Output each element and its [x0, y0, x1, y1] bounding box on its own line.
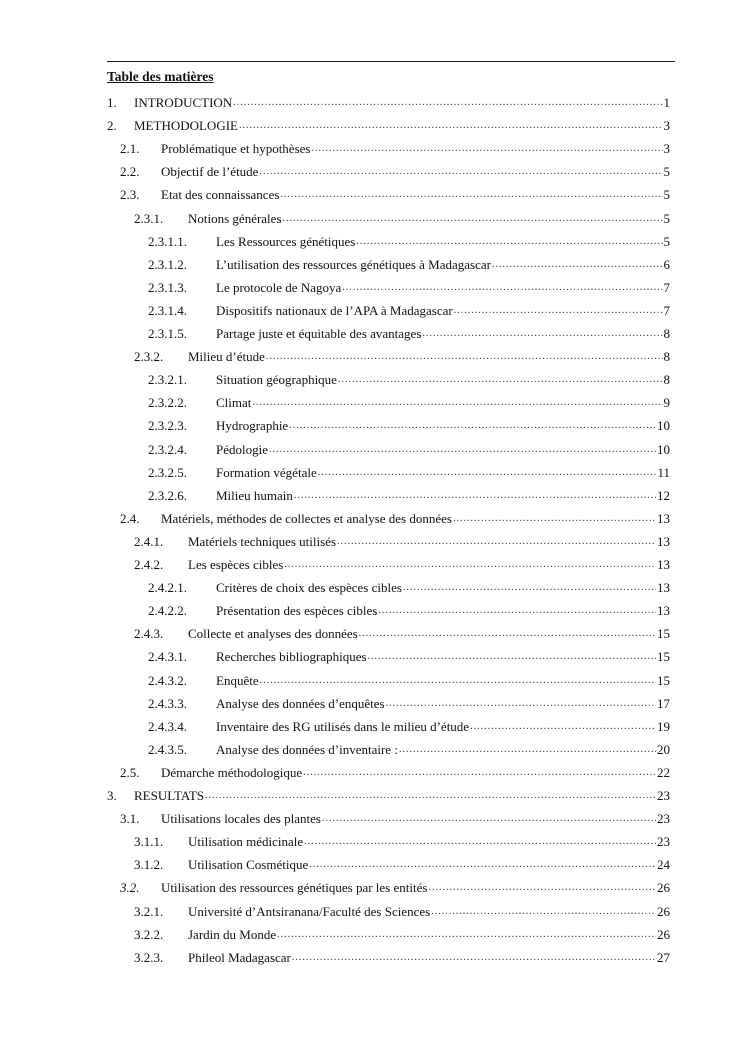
dot-leader [205, 787, 656, 805]
toc-entry-number: 2.3.1.4. [148, 302, 187, 318]
dot-leader [338, 371, 663, 389]
toc-entry-text [216, 233, 670, 251]
toc-entry-number: 3.1.1. [134, 834, 164, 850]
toc-entry-number: 2.3.1.3. [148, 279, 187, 295]
toc-entry-number: 2.1. [120, 141, 140, 157]
toc-entry-page: 6 [663, 256, 670, 272]
toc-entry-number: 3. [107, 788, 117, 803]
dot-leader [386, 695, 656, 713]
toc-entry[interactable] [120, 879, 670, 897]
toc-entry-number: 3.1. [120, 811, 140, 827]
toc-entry-number: 2.3.1.1. [148, 233, 187, 249]
toc-entry-label: Pédologie [216, 441, 268, 457]
dot-leader [356, 233, 662, 251]
toc-entry-text [188, 856, 670, 874]
toc-entry[interactable] [134, 533, 670, 551]
toc-entry-number: 2. [107, 118, 117, 134]
toc-entry[interactable] [134, 926, 670, 944]
toc-entry-label: Utilisation médicinale [188, 834, 304, 850]
toc-entry-label: Inventaire des RG utilisés dans le milieu d’étude [216, 718, 470, 734]
toc-entry[interactable] [134, 903, 670, 921]
toc-entry-label: Matériels, méthodes de collectes et analyse des données [161, 510, 452, 526]
toc-entry-text [188, 210, 670, 228]
dot-leader [277, 926, 656, 944]
toc-entry[interactable] [107, 94, 670, 112]
toc-entry-text [188, 949, 670, 967]
toc-entry-text [188, 556, 670, 574]
toc-entry-text [188, 625, 670, 643]
toc-entry-label: Les espèces cibles [188, 557, 284, 572]
dot-leader [280, 186, 662, 204]
dot-leader [284, 556, 656, 574]
toc-entry-page: 1 [663, 95, 670, 110]
toc-entry-page: 17 [657, 695, 670, 711]
toc-entry-number: 2.4.3. [134, 626, 164, 642]
toc-entry[interactable] [148, 718, 670, 736]
toc-entry-page: 15 [657, 649, 670, 665]
toc-entry-label: Etat des connaissances [161, 187, 280, 203]
toc-entry-number: 2.3. [120, 187, 140, 203]
toc-entry-number: 2.4.3.1. [148, 649, 187, 665]
toc-entry-label: Enquête [216, 672, 259, 688]
toc-entry-label: METHODOLOGIE [134, 118, 238, 134]
header-rule [107, 61, 675, 62]
toc-entry-text [216, 302, 670, 320]
toc-entry-number: 2.3.2.5. [148, 464, 187, 480]
toc-entry-page: 23 [657, 811, 670, 827]
toc-entry-label: Analyse des données d’inventaire : [216, 741, 398, 757]
toc-entry-number: 2.4.3.4. [148, 718, 187, 734]
toc-entry-page: 26 [657, 880, 670, 896]
toc-entry-text [134, 117, 670, 135]
toc-entry-number: 1. [107, 95, 117, 110]
toc-entry[interactable] [134, 556, 670, 574]
dot-leader [252, 394, 662, 412]
toc-entry[interactable] [148, 602, 670, 620]
toc-entry-number: 2.3.2.2. [148, 395, 187, 411]
dot-leader [292, 949, 656, 967]
toc-entry-label: Démarche méthodologique [161, 764, 303, 780]
toc-entry-page: 23 [657, 834, 670, 850]
dot-leader [303, 764, 656, 782]
toc-entry[interactable] [134, 348, 670, 366]
toc-entry-label: Le protocole de Nagoya [216, 279, 342, 295]
toc-entry-page: 23 [657, 788, 670, 803]
toc-entry-label: Formation végétale [216, 464, 317, 480]
toc-title: Table des matières [107, 69, 214, 84]
dot-leader [322, 810, 656, 828]
dot-leader [266, 348, 663, 366]
dot-leader [378, 602, 656, 620]
toc-entry-text [216, 417, 670, 435]
toc-entry[interactable] [148, 417, 670, 435]
toc-entry[interactable] [148, 394, 670, 412]
toc-entry-label: Climat [216, 395, 252, 411]
toc-entry-number: 3.2.2. [134, 926, 164, 942]
toc-entry-label: Recherches bibliographiques [216, 649, 367, 665]
toc-entry-label: Université d’Antsiranana/Faculté des Sciences [188, 903, 431, 919]
toc-entry-page: 5 [663, 233, 670, 249]
toc-entry-number: 2.3.2.3. [148, 418, 187, 434]
toc-entry-page: 15 [657, 626, 670, 642]
toc-entry-text [216, 464, 670, 482]
toc-entry-label: INTRODUCTION [134, 95, 233, 110]
dot-leader [422, 325, 662, 343]
toc-entry-text [188, 348, 670, 366]
toc-entry[interactable] [134, 833, 670, 851]
toc-entry-label: Présentation des espèces cibles [216, 603, 378, 619]
toc-entry-text [216, 371, 670, 389]
toc-entry-page: 8 [663, 349, 670, 365]
toc-entry-page: 20 [657, 741, 670, 757]
toc-entry-text [188, 833, 670, 851]
dot-leader [359, 625, 656, 643]
toc-entry-text [216, 741, 670, 759]
toc-entry-label: Hydrographie [216, 418, 289, 434]
toc-entry[interactable] [148, 441, 670, 459]
toc-entry-number: 2.3.1. [134, 210, 164, 226]
toc-entry[interactable] [148, 672, 670, 690]
toc-entry-number: 3.1.2. [134, 857, 164, 873]
dot-leader [318, 464, 657, 482]
toc-entry[interactable] [148, 741, 670, 759]
toc-entry-page: 13 [657, 580, 670, 596]
toc-entry-number: 2.3.2.6. [148, 487, 187, 503]
toc-entry-label: Utilisations locales des plantes [161, 811, 321, 827]
toc-entry-number: 2.3.2. [134, 349, 164, 365]
toc-entry-text [161, 879, 670, 897]
toc-entry[interactable] [120, 810, 670, 828]
toc-entry[interactable] [134, 856, 670, 874]
toc-entry-text [161, 510, 670, 528]
toc-entry-number: 2.4.2.1. [148, 580, 187, 596]
toc-entry-text [161, 810, 670, 828]
toc-entry-label: Notions générales [188, 210, 282, 226]
dot-leader [269, 441, 656, 459]
toc-entry-text [216, 602, 670, 620]
toc-entry-number: 2.4.2. [134, 557, 164, 572]
toc-entry-number: 3.2.1. [134, 903, 164, 919]
dot-leader [453, 510, 656, 528]
toc-entry-number: 2.4.3.5. [148, 741, 187, 757]
toc-entry-label: Utilisation Cosmétique [188, 857, 309, 873]
toc-entry-number: 2.4. [120, 510, 140, 526]
toc-entry-number: 2.3.1.2. [148, 256, 187, 272]
dot-leader [342, 279, 662, 297]
toc-entry-label: Utilisation des ressources génétiques par les entités [161, 880, 428, 896]
toc-entry-text [216, 487, 670, 505]
dot-leader [283, 210, 663, 228]
toc-entry-page: 8 [663, 372, 670, 388]
toc-entry-text [216, 325, 670, 343]
dot-leader [428, 879, 656, 897]
toc-entry-label: Objectif de l’étude [161, 164, 259, 180]
toc-entry[interactable] [107, 117, 670, 135]
toc-entry[interactable] [120, 764, 670, 782]
toc-entry-text [188, 926, 670, 944]
toc-entry[interactable] [148, 648, 670, 666]
toc-entry-text [188, 533, 670, 551]
toc-entry-label: Critères de choix des espèces cibles [216, 580, 402, 596]
toc-entry-number: 2.5. [120, 764, 140, 780]
dot-leader [454, 302, 663, 320]
toc-entry-page: 13 [657, 557, 670, 572]
toc-entry-text [216, 579, 670, 597]
toc-entry-number: 2.3.2.4. [148, 441, 187, 457]
toc-entry-text [134, 787, 670, 805]
dot-leader [492, 256, 663, 274]
toc-entry[interactable] [120, 163, 670, 181]
toc-entry-label: Situation géographique [216, 372, 337, 388]
toc-entry-text [188, 903, 670, 921]
toc-entry-number: 2.2. [120, 164, 140, 180]
toc-entry-text [216, 279, 670, 297]
toc-entry-text [161, 163, 670, 181]
toc-entry[interactable] [148, 579, 670, 597]
toc-entry-label: Milieu humain [216, 487, 293, 503]
toc-entry[interactable] [148, 279, 670, 297]
toc-entry[interactable] [148, 302, 670, 320]
toc-entry[interactable] [107, 787, 670, 805]
dot-leader [233, 94, 662, 112]
toc-entry-number: 2.4.1. [134, 533, 164, 549]
dot-leader [259, 163, 662, 181]
dot-leader [337, 533, 656, 551]
toc-entry-page: 10 [657, 441, 670, 457]
toc-entry-page: 5 [663, 187, 670, 203]
toc-entry[interactable] [148, 695, 670, 713]
toc-entry-number: 3.2. [120, 880, 140, 896]
toc-entry[interactable] [120, 186, 670, 204]
dot-leader [431, 903, 656, 921]
toc-entry-page: 13 [657, 510, 670, 526]
toc-entry-page: 13 [657, 603, 670, 619]
toc-entry-page: 26 [657, 903, 670, 919]
toc-entry-label: Analyse des données d’enquêtes [216, 695, 385, 711]
toc-entry-number: 3.2.3. [134, 949, 164, 965]
toc-entry-text [161, 140, 670, 158]
toc-entry-page: 24 [657, 857, 670, 873]
toc-entry[interactable] [120, 140, 670, 158]
toc-entry-label: Milieu d’étude [188, 349, 265, 365]
toc-entry-page: 8 [663, 326, 670, 341]
toc-entry-page: 13 [657, 533, 670, 549]
toc-entry-label: Matériels techniques utilisés [188, 533, 337, 549]
toc-entry-page: 11 [657, 464, 670, 480]
toc-entry-page: 27 [657, 949, 670, 965]
toc-entry-text [216, 648, 670, 666]
dot-leader [260, 672, 656, 690]
toc-entry-text [216, 718, 670, 736]
dot-leader [289, 417, 656, 435]
toc-entry[interactable] [134, 210, 670, 228]
toc-entry-page: 19 [657, 718, 670, 734]
toc-entry-label: Collecte et analyses des données [188, 626, 358, 642]
dot-leader [294, 487, 656, 505]
toc-entry[interactable] [120, 510, 670, 528]
dot-leader [311, 140, 662, 158]
toc-entry-page: 5 [663, 210, 670, 226]
toc-entry-page: 3 [663, 141, 670, 157]
dot-leader [403, 579, 656, 597]
toc-entry[interactable] [148, 325, 670, 343]
toc-entry-label: Partage juste et équitable des avantages [216, 326, 422, 341]
toc-entry-label: Les Ressources génétiques [216, 233, 356, 249]
toc-entry-text [134, 94, 670, 112]
dot-leader [399, 741, 656, 759]
toc-entry-label: L’utilisation des ressources génétiques à Madagascar [216, 256, 491, 272]
toc-entry-text [216, 394, 670, 412]
toc-entry[interactable] [134, 625, 670, 643]
toc-entry-page: 12 [657, 487, 670, 503]
toc-entry-number: 2.4.3.3. [148, 695, 187, 711]
toc-entry-text [216, 256, 670, 274]
dot-leader [368, 648, 656, 666]
dot-leader [309, 856, 656, 874]
toc-entry-label: Phileol Madagascar [188, 949, 291, 965]
toc-entry[interactable] [134, 949, 670, 967]
toc-entry-page: 15 [657, 672, 670, 688]
toc-entry-page: 22 [657, 764, 670, 780]
toc-entry-text [216, 441, 670, 459]
toc-entry-page: 5 [663, 164, 670, 180]
toc-entry[interactable] [148, 371, 670, 389]
dot-leader [470, 718, 656, 736]
toc-entry-label: Jardin du Monde [188, 926, 277, 942]
dot-leader [239, 117, 663, 135]
toc-entry-number: 2.3.2.1. [148, 372, 187, 388]
toc-entry-label: Problématique et hypothèses [161, 141, 311, 157]
toc-entry[interactable] [148, 464, 670, 482]
toc-entry-text [216, 695, 670, 713]
toc-entry-page: 7 [663, 302, 670, 318]
toc-entry-number: 2.4.3.2. [148, 672, 187, 688]
toc-entry-page: 26 [657, 926, 670, 942]
toc-entry-number: 2.3.1.5. [148, 326, 187, 341]
toc-entry[interactable] [148, 233, 670, 251]
toc-entry-page: 3 [663, 118, 670, 134]
toc-entry-page: 7 [663, 279, 670, 295]
toc-entry-page: 10 [657, 418, 670, 434]
toc-entry-text [216, 672, 670, 690]
toc-entry[interactable] [148, 487, 670, 505]
toc-entry[interactable] [148, 256, 670, 274]
toc-entry-page: 9 [663, 395, 670, 411]
toc-entry-number: 2.4.2.2. [148, 603, 187, 619]
toc-entry-text [161, 764, 670, 782]
toc-entry-label: Dispositifs nationaux de l’APA à Madagascar [216, 302, 453, 318]
toc-entry-label: RESULTATS [134, 788, 204, 803]
dot-leader [304, 833, 656, 851]
toc-entry-text [161, 186, 670, 204]
